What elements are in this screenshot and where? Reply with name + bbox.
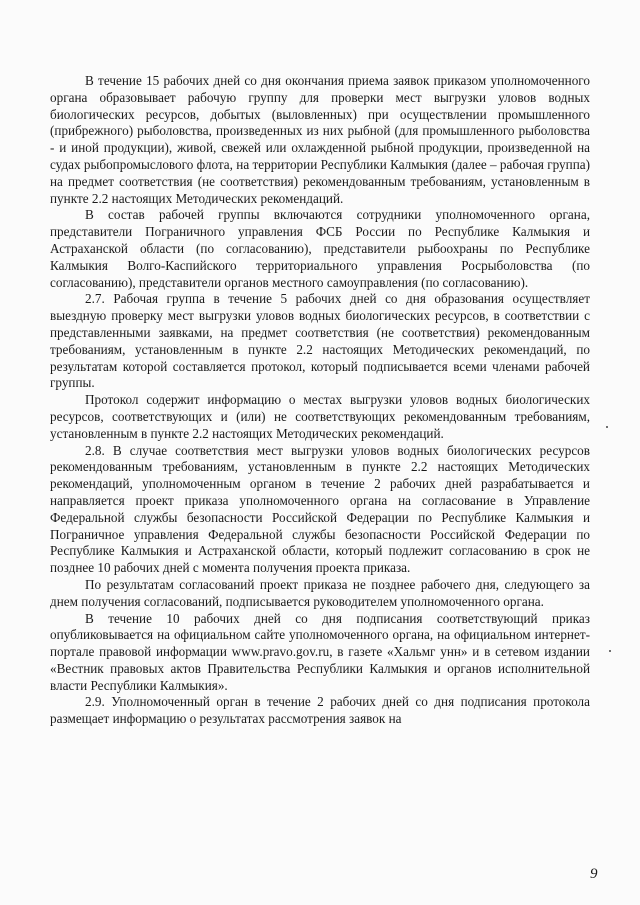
paragraph-publication: В течение 10 рабочих дней со дня подписания соответствующий приказ опубликовывается на официальном сайте уполномоченного органа, на официальном интернет-портале правовой информации www.pravo.gov.ru, в газете «Хальмг унн» и в сетевом издании «Вестник правовых актов Правительства Республики Калмыкия и органов исполнительной власти Республики Калмыкия». — [50, 610, 590, 693]
paragraph-2-8-approval: 2.8. В случае соответствия мест выгрузки уловов водных биологических ресурсов рекомендованным требованиям, установленным в пункте 2.2 настоящих Методических рекомендаций, уполномоченным органом в течение 2 рабочих дней разрабатывается и направляется проект приказа уполномоченного органа на согласование в Управление Федеральной службы безопасности Российской Федерации по Республике Калмыкия и Пограничное управления Федеральной службы безопасности Российской Федерации по Республике Калмыкия и Астраханской области, который подлежит согласованию в срок не позднее 10 рабочих дней с момента получения проекта приказа. — [50, 442, 590, 576]
document-body — [50, 73, 590, 728]
scan-speck-mark — [609, 650, 611, 652]
paragraph-2-7-inspection: 2.7. Рабочая группа в течение 5 рабочих дней со дня образования осуществляет выездную проверку мест выгрузки уловов водных биологических ресурсов, в соответствии с представленными заявками, на предмет соответствия (не соответствия) рекомендованным требованиям, установленным в пункте 2.2 настоящих Методических рекомендаций, по результатам которой составляется протокол, который подписывается всеми членами рабочей группы. — [50, 291, 590, 391]
paragraph-working-group-formation: В течение 15 рабочих дней со дня окончания приема заявок приказом уполномоченного органа образовывает рабочую группу для проверки мест выгрузки уловов водных биологических ресурсов, добытых (выловленных) при осуществлении промышленного (прибрежного) рыболовства, произведенных из них рыбной (для промышленного рыболовства - и иной продукции), живой, свежей или охлажденной рыбной продукции, произведенной на судах рыбопромыслового флота, на территории Республики Калмыкия (далее – рабочая группа) на предмет соответствия (не соответствия) рекомендованным требованиям, установленным в пункте 2.2 настоящих Методических рекомендаций. — [50, 73, 590, 206]
paragraph-protocol-content: Протокол содержит информацию о местах выгрузки уловов водных биологических ресурсов, соответствующих и (или) не соответствующих рекомендованным требованиям, установленным в пункте 2.2 настоящих Методических рекомендаций. — [50, 392, 590, 441]
paragraph-signing: По результатам согласований проект приказа не позднее рабочего дня, следующего за днем получения согласований, подписывается руководителем уполномоченного органа. — [50, 576, 590, 609]
scan-speck-mark — [606, 426, 608, 428]
paragraph-2-9-results: 2.9. Уполномоченный орган в течение 2 рабочих дней со дня подписания протокола размещает информацию о результатах рассмотрения заявок на — [50, 694, 590, 727]
page-number: 9 — [590, 866, 598, 882]
paragraph-working-group-composition: В состав рабочей группы включаются сотрудники уполномоченного органа, представители Пограничного управления ФСБ России по Республике Калмыкия и Астраханской области (по согласованию), представители рыбоохраны по Республике Калмыкия Волго-Каспийского территориального управления Росрыболовства (по согласованию), представители органов местного самоуправления (по согласованию). — [50, 207, 590, 290]
